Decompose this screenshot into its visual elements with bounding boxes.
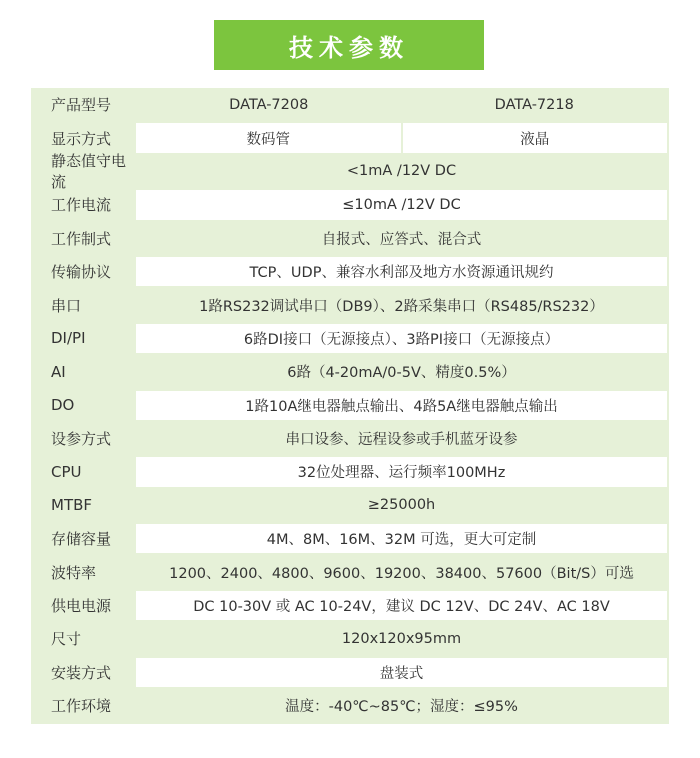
row-value: 串口设参、远程设参或手机蓝牙设参 [285,432,518,449]
row-values [136,555,669,588]
row-label: 产品型号 [51,96,112,115]
row-label: DI/PI [51,329,86,348]
table-row [31,88,669,121]
row-label: 工作电流 [51,196,112,215]
row-values [136,155,669,188]
row-values [136,656,669,689]
row-label: 供电电源 [51,597,112,616]
table-row [31,689,669,722]
row-value: 液晶 [403,123,668,152]
row-values [136,88,669,121]
row-label: AI [51,362,66,381]
table-row [31,288,669,321]
row-label: CPU [51,462,82,481]
row-label: 安装方式 [51,663,112,682]
row-values [136,622,669,655]
row-label: DO [51,396,75,415]
row-label: 静态值守电流 [51,152,127,192]
page-title: 技术参数 [214,20,484,70]
table-row [31,555,669,588]
row-value: 4M、8M、16M、32M 可选，更大可定制 [136,524,667,553]
row-value: 1200、2400、4800、9600、19200、38400、57600（Bit/S）可选 [169,565,634,582]
row-value: 1路RS232调试串口（DB9）、2路采集串口（RS485/RS232） [199,298,604,315]
row-values [136,522,669,555]
row-values [136,455,669,488]
row-value: <1mA /12V DC [346,163,457,180]
table-row [31,188,669,221]
row-value: 6路DI接口（无源接点）、3路PI接口（无源接点） [136,324,667,353]
table-row [31,322,669,355]
row-label: 工作制式 [51,229,112,248]
row-value: 盘装式 [136,658,667,687]
row-label: MTBF [51,496,93,515]
table-row [31,389,669,422]
table-row [31,152,669,192]
row-value: 120x120x95mm [341,630,462,647]
table-row [31,622,669,655]
row-value: 32位处理器、运行频率100MHz [136,457,667,486]
row-values [136,689,669,722]
table-row [31,255,669,288]
row-values [136,288,669,321]
row-values [136,355,669,388]
row-values [136,222,669,255]
table-row [31,489,669,522]
spec-table [31,88,669,724]
table-row [31,656,669,689]
row-label: 波特率 [51,563,97,582]
table-row [31,522,669,555]
row-values [136,255,669,288]
row-value: 1路10A继电器触点输出、4路5A继电器触点输出 [136,391,667,420]
row-value: 数码管 [136,123,401,152]
row-label: 设参方式 [51,430,112,449]
row-value: DATA-7218 [494,96,574,113]
row-label: 传输协议 [51,263,112,282]
row-label: 存储容量 [51,530,112,549]
row-values [136,489,669,522]
table-row [31,455,669,488]
row-value: 6路（4-20mA/0-5V、精度0.5%） [287,365,516,382]
row-value: DC 10-30V 或 AC 10-24V，建议 DC 12V、DC 24V、AC 18V [136,591,667,620]
row-label: 显示方式 [51,129,112,148]
table-row [31,222,669,255]
row-value: 温度：-40℃~85℃；湿度：≤95% [285,699,518,716]
row-values [136,589,669,622]
row-value: TCP、UDP、兼容水利部及地方水资源通讯规约 [136,257,667,286]
row-value: ≥25000h [367,497,436,514]
table-row [31,422,669,455]
row-value: DATA-7208 [229,96,309,113]
row-values [136,422,669,455]
row-values [136,322,669,355]
row-label: 尺寸 [51,630,82,649]
table-row [31,589,669,622]
row-label: 串口 [51,296,82,315]
table-row [31,355,669,388]
row-value: 自报式、应答式、混合式 [321,231,482,248]
row-label: 工作环境 [51,697,112,716]
row-values [136,188,669,221]
row-values [136,121,669,154]
row-value: ≤10mA /12V DC [136,190,667,219]
row-values [136,389,669,422]
